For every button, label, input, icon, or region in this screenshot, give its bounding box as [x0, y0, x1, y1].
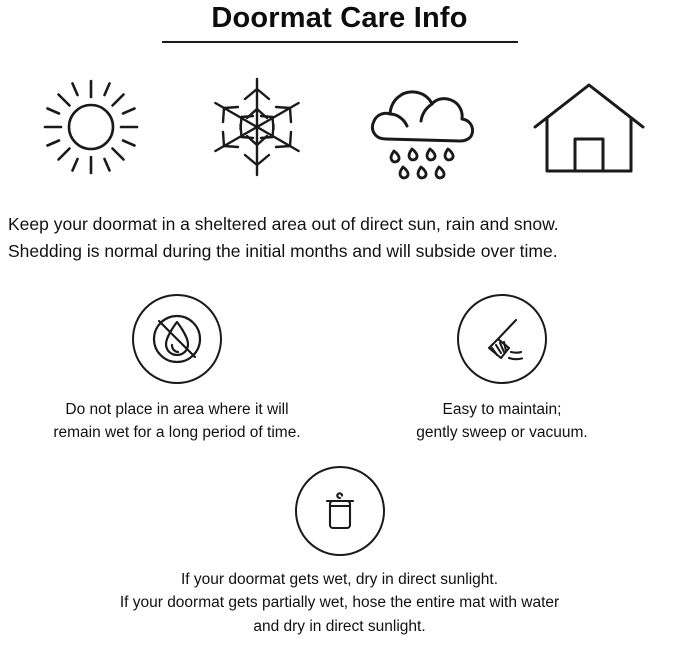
- snowflake-icon-cell: [197, 69, 317, 185]
- tip-sweep-line-2: gently sweep or vacuum.: [416, 423, 588, 441]
- broom-sweep-icon: [457, 294, 547, 384]
- tip-dry-line-1: If your doormat gets wet, dry in direct sunlight.: [180, 571, 499, 589]
- tip-no-water-line-1: Do not place in area where it will: [65, 400, 289, 418]
- page-title-block: [0, 0, 679, 43]
- tip-no-water-caption: [53, 398, 300, 445]
- tip-dry: [0, 466, 679, 638]
- intro-line-1: Keep your doormat in a sheltered area out of direct sun, rain and snow.: [8, 214, 559, 235]
- tip-sweep-line-1: Easy to maintain;: [442, 400, 562, 418]
- sun-icon-cell: [31, 69, 151, 185]
- tip-dry-line-3: and dry in direct sunlight.: [253, 617, 426, 635]
- tip-sweep-caption: [416, 398, 587, 445]
- sun-icon: [39, 75, 143, 179]
- house-icon-cell: [529, 69, 649, 185]
- tip-no-water-line-2: remain wet for a long period of time.: [53, 423, 301, 441]
- house-icon: [531, 75, 647, 179]
- snowflake-icon: [205, 75, 309, 179]
- intro-line-2: Shedding is normal during the initial months and will subside over time.: [8, 241, 558, 262]
- page-title: Doormat Care Info: [211, 2, 468, 34]
- tip-dry-line-2: If your doormat gets partially wet, hose the entire mat with water: [119, 594, 560, 612]
- intro-paragraph: [0, 211, 679, 265]
- hang-dry-icon: [295, 466, 385, 556]
- rain-cloud-icon-cell: [363, 69, 483, 185]
- tip-no-water: [22, 294, 332, 445]
- rain-cloud-icon: [364, 73, 482, 181]
- no-water-icon: [132, 294, 222, 384]
- tip-dry-caption: [120, 568, 559, 638]
- tip-sweep: [347, 294, 657, 445]
- title-divider: [162, 41, 518, 43]
- weather-icon-row: [0, 69, 679, 185]
- tips-row: [0, 294, 679, 445]
